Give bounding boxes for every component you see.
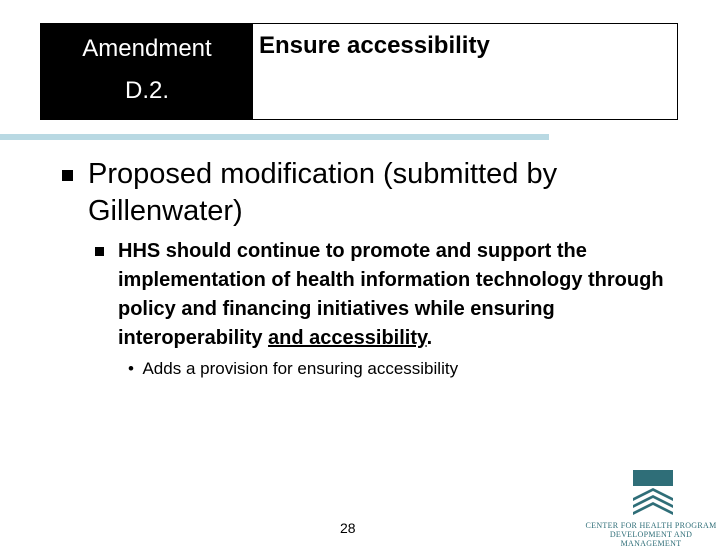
bullet-level-2-period: . bbox=[426, 327, 433, 349]
amendment-line-1: Amendment bbox=[82, 35, 212, 62]
square-bullet-icon bbox=[95, 247, 104, 256]
square-bullet-icon bbox=[62, 170, 73, 181]
organization-logo-text bbox=[582, 521, 720, 548]
logo-line-2: DEVELOPMENT AND MANAGEMENT bbox=[609, 530, 693, 548]
logo-line-1: CENTER FOR HEALTH PROGRAM bbox=[585, 521, 717, 530]
bullet-level-2 bbox=[118, 237, 698, 353]
amendment-label bbox=[41, 24, 253, 119]
bullet-level-1: Proposed modification (submitted by Gillenwater) bbox=[88, 158, 558, 227]
title-divider bbox=[0, 134, 549, 140]
bullet-level-3 bbox=[128, 358, 458, 380]
building-logo-icon bbox=[633, 470, 673, 516]
amendment-line-2: D.2. bbox=[124, 77, 169, 104]
slide-title: Ensure accessibility bbox=[259, 32, 490, 59]
dot-bullet-marker: • bbox=[128, 359, 134, 378]
underlined-phrase: and accessibility bbox=[268, 327, 427, 349]
page-number: 28 bbox=[340, 520, 356, 536]
bullet-level-3-text: Adds a provision for ensuring accessibility bbox=[142, 359, 459, 378]
title-box bbox=[40, 23, 678, 120]
bullet-level-2-text: HHS should continue to promote and support the implementation of health information technology through policy and financing initiatives while ensuring interoperability bbox=[118, 240, 664, 349]
